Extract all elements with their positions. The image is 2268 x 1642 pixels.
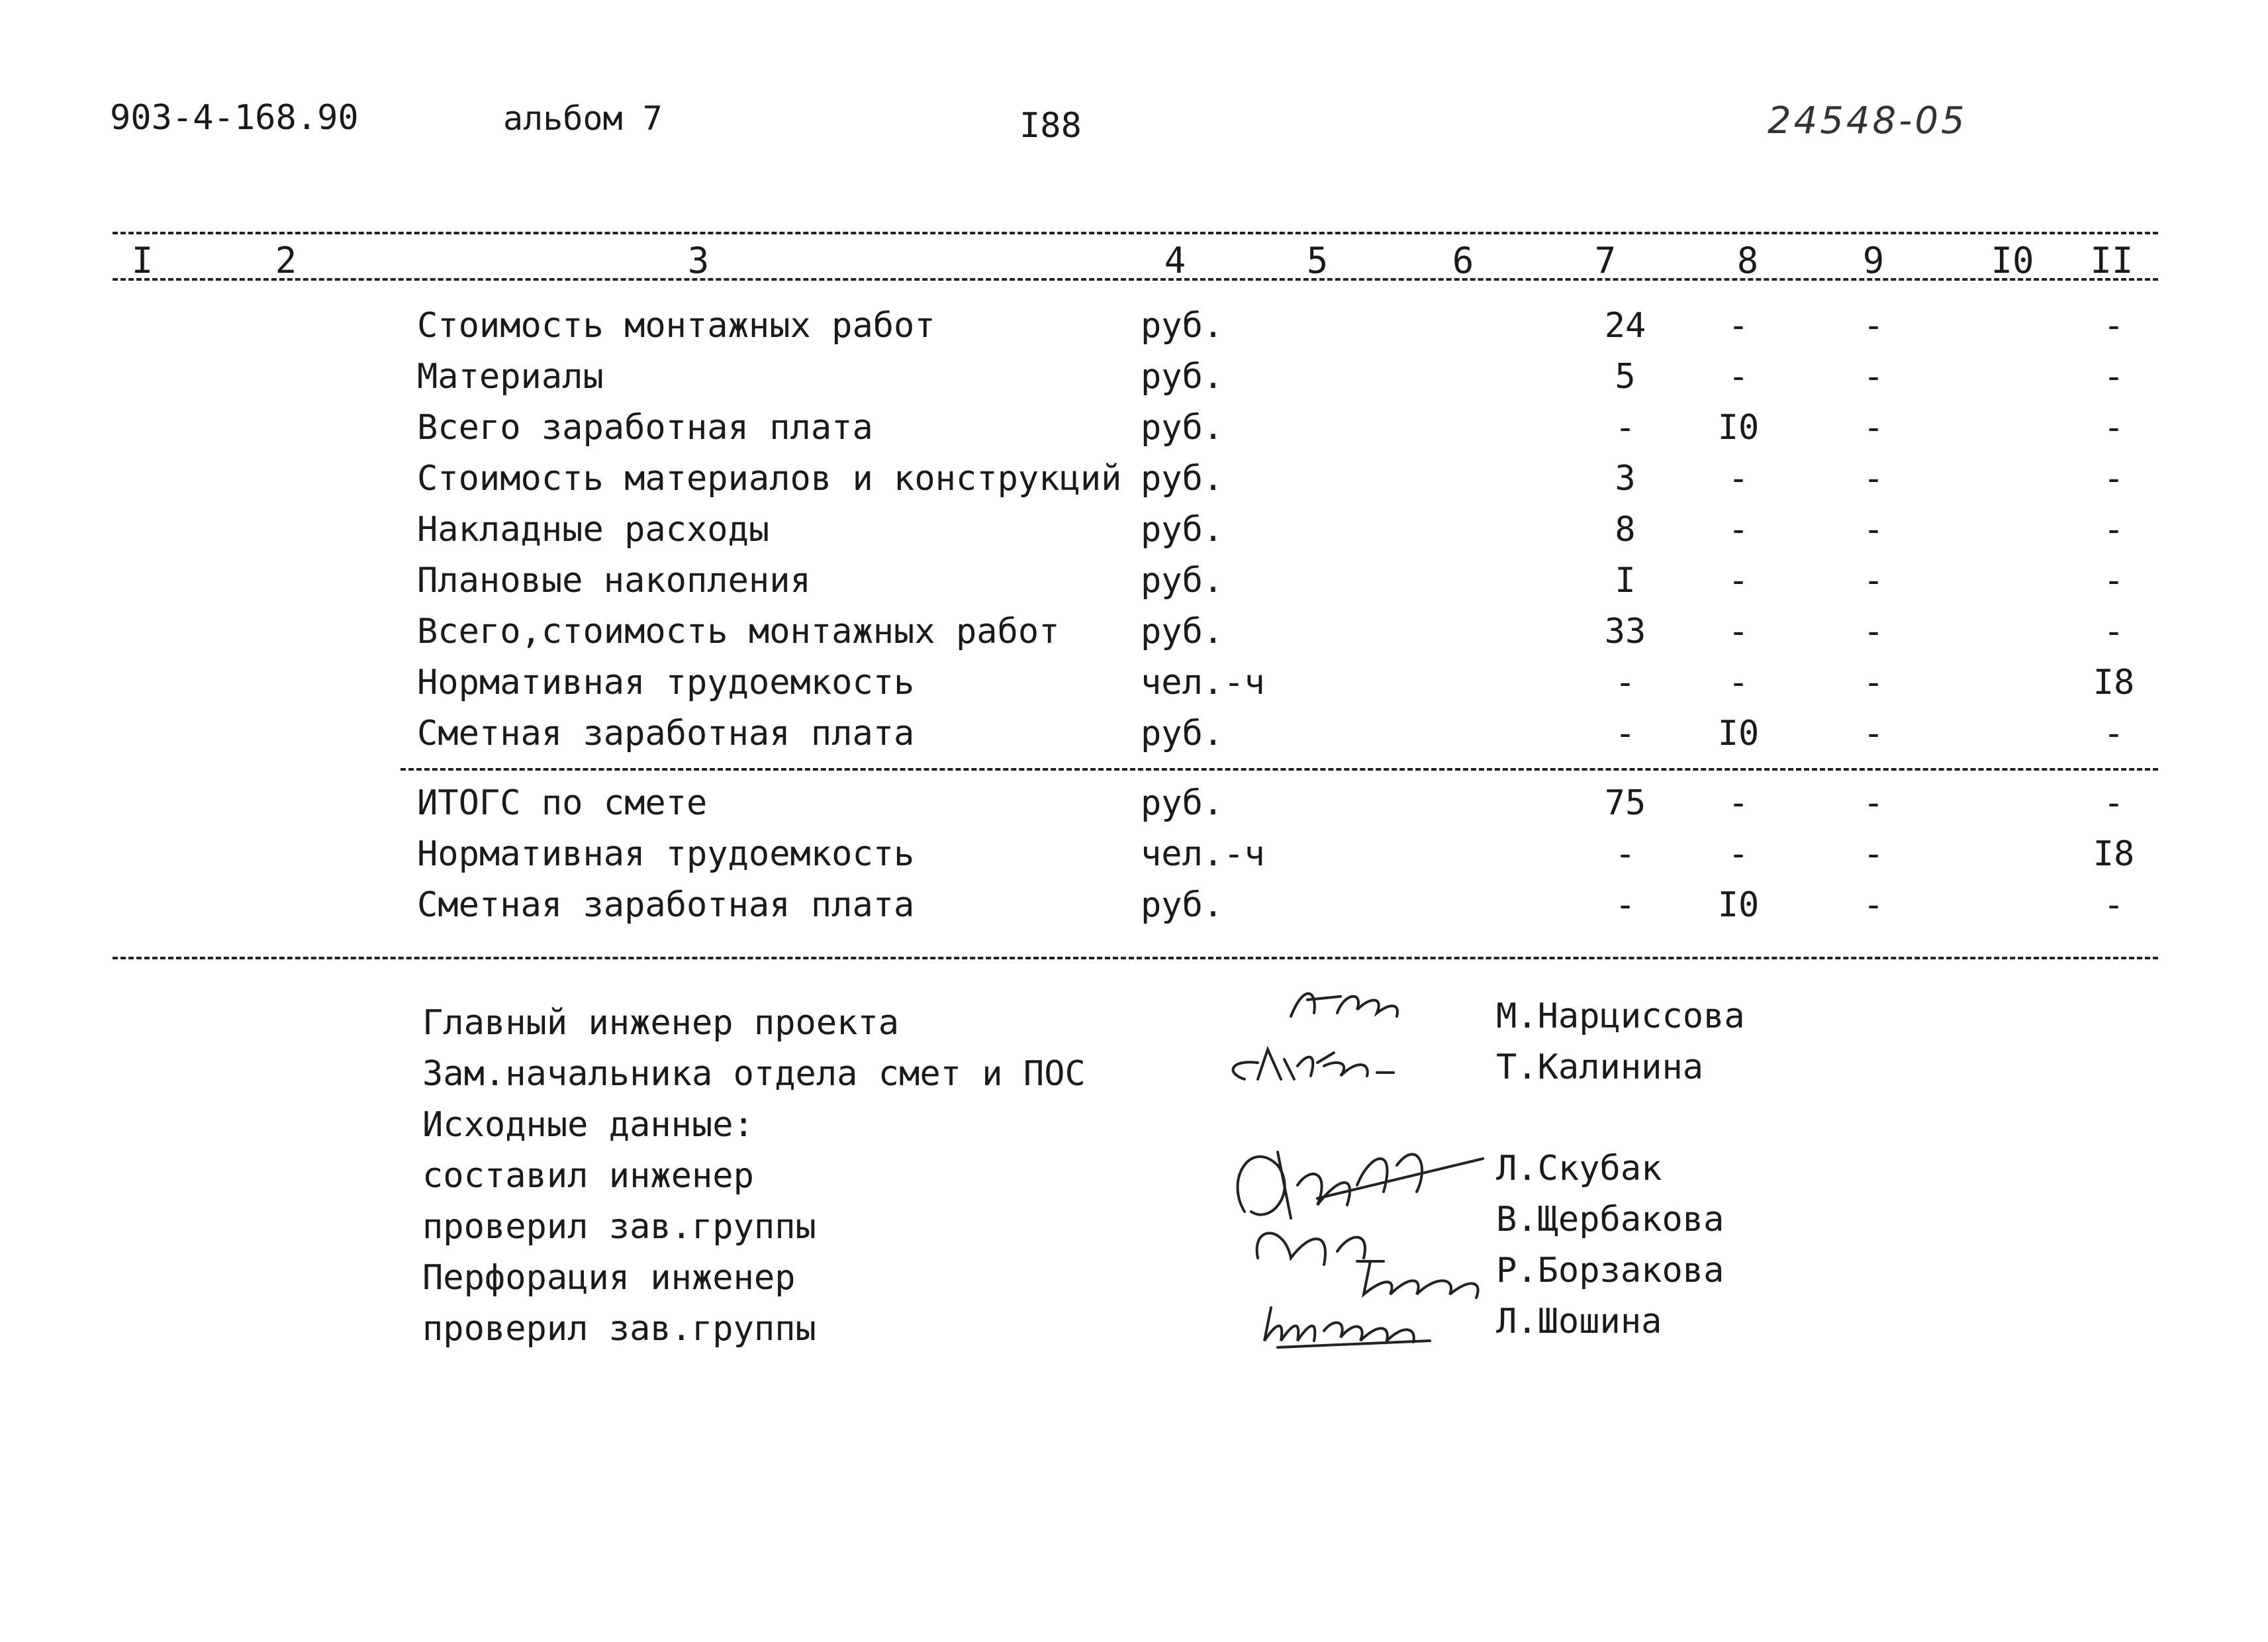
row-col7: 75: [1604, 783, 1646, 823]
album-label: альбом 7: [503, 99, 663, 138]
table-row: [0, 306, 2268, 357]
row-name: Сметная заработная плата: [417, 885, 915, 925]
column-number-9: 9: [1862, 240, 1885, 281]
row-unit: руб.: [1141, 561, 1224, 601]
row-col7: 8: [1615, 510, 1636, 550]
row-col9: -: [1863, 663, 1884, 702]
row-col8: I0: [1717, 885, 1760, 925]
role-deputy-head: Зам.начальника отдела смет и ПОС: [422, 1054, 1086, 1094]
row-col9: -: [1863, 510, 1884, 550]
row-col11: -: [2103, 357, 2124, 397]
row-col9: -: [1863, 459, 1884, 499]
column-number-11: II: [2090, 240, 2134, 281]
row-col9: -: [1863, 408, 1884, 448]
row-col11: -: [2103, 306, 2124, 346]
row-name: Сметная заработная плата: [417, 714, 915, 753]
row-col8: -: [1728, 834, 1749, 874]
row-col7: 33: [1604, 612, 1646, 652]
row-col9: -: [1863, 834, 1884, 874]
column-number-5: 5: [1306, 240, 1329, 281]
signature-narcissova: [1278, 977, 1410, 1036]
name-shoshina: Л.Шошина: [1496, 1302, 1662, 1341]
row-unit: чел.-ч: [1141, 663, 1265, 702]
name-skubak: Л.Скубак: [1496, 1149, 1662, 1188]
row-unit: руб.: [1141, 510, 1224, 550]
name-narcissova: М.Нарциссова: [1496, 996, 1745, 1036]
row-unit: руб.: [1141, 306, 1224, 346]
row-name: Всего,стоимость монтажных работ: [417, 612, 1060, 652]
row-col11: -: [2103, 885, 2124, 925]
role-source-data: Исходные данные:: [422, 1105, 754, 1145]
row-col11: -: [2103, 612, 2124, 652]
row-col9: -: [1863, 612, 1884, 652]
row-col8: -: [1728, 612, 1749, 652]
totals-rule: [401, 768, 2158, 771]
row-name: Всего заработная плата: [417, 408, 873, 448]
row-col8: -: [1728, 510, 1749, 550]
column-number-7: 7: [1594, 240, 1617, 281]
row-col8: -: [1728, 459, 1749, 499]
row-col11: -: [2103, 783, 2124, 823]
row-col9: -: [1863, 783, 1884, 823]
column-number-6: 6: [1452, 240, 1474, 281]
row-col11: -: [2103, 714, 2124, 753]
row-col9: -: [1863, 714, 1884, 753]
row-name: Материалы: [417, 357, 604, 397]
table-row: [0, 408, 2268, 459]
row-unit: руб.: [1141, 408, 1224, 448]
row-col7: -: [1615, 834, 1636, 874]
row-unit: руб.: [1141, 459, 1224, 499]
row-name: Плановые накопления: [417, 561, 811, 601]
row-name: Накладные расходы: [417, 510, 770, 550]
row-name: ИТОГС по смете: [417, 783, 708, 823]
document-code: 903-4-168.90: [110, 98, 359, 138]
row-unit: чел.-ч: [1141, 834, 1265, 874]
table-bottom-rule: [113, 957, 2158, 959]
row-col7: -: [1615, 885, 1636, 925]
row-col9: -: [1863, 561, 1884, 601]
role-checked-by: проверил зав.группы: [422, 1207, 816, 1247]
row-col8: -: [1728, 783, 1749, 823]
row-col11: I8: [2093, 663, 2135, 702]
column-number-1: I: [131, 240, 154, 281]
row-unit: руб.: [1141, 885, 1224, 925]
row-col9: -: [1863, 306, 1884, 346]
name-shcherbakova: В.Щербакова: [1496, 1200, 1725, 1239]
row-col8: I0: [1717, 714, 1760, 753]
table-row: [0, 357, 2268, 408]
table-row: [0, 510, 2268, 561]
role-checked-by-2: проверил зав.группы: [422, 1309, 816, 1349]
row-col7: 5: [1615, 357, 1636, 397]
row-col7: -: [1615, 408, 1636, 448]
row-col9: -: [1863, 357, 1884, 397]
row-col7: 3: [1615, 459, 1636, 499]
role-perforation: Перфорация инженер: [422, 1258, 796, 1298]
row-col8: I0: [1717, 408, 1760, 448]
row-unit: руб.: [1141, 714, 1224, 753]
table-row: [0, 612, 2268, 663]
row-col8: -: [1728, 306, 1749, 346]
row-col8: -: [1728, 663, 1749, 702]
role-chief-engineer: Главный инженер проекта: [422, 1003, 900, 1043]
signature-kalinina: [1218, 1033, 1417, 1092]
row-col8: -: [1728, 561, 1749, 601]
signature-shoshina: [1258, 1294, 1443, 1354]
row-col11: -: [2103, 561, 2124, 601]
name-kalinina: Т.Калинина: [1496, 1047, 1704, 1087]
column-number-2: 2: [275, 240, 297, 281]
row-unit: руб.: [1141, 612, 1224, 652]
row-name: Нормативная трудоемкость: [417, 663, 915, 702]
inventory-number: 24548-05: [1768, 99, 1967, 142]
totals-row: [0, 834, 2268, 885]
row-col11: -: [2103, 408, 2124, 448]
role-compiled-by: составил инженер: [422, 1156, 754, 1196]
row-name: Стоимость материалов и конструкций: [417, 459, 1122, 499]
row-col11: I8: [2093, 834, 2135, 874]
row-col7: -: [1615, 714, 1636, 753]
row-name: Нормативная трудоемкость: [417, 834, 915, 874]
column-number-3: 3: [687, 240, 710, 281]
table-row: [0, 663, 2268, 714]
table-top-rule: [113, 232, 2158, 234]
table-row: [0, 714, 2268, 765]
row-unit: руб.: [1141, 357, 1224, 397]
row-col8: -: [1728, 357, 1749, 397]
totals-row: [0, 885, 2268, 936]
row-col7: -: [1615, 663, 1636, 702]
row-unit: руб.: [1141, 783, 1224, 823]
table-row: [0, 561, 2268, 612]
page-number: I88: [1019, 106, 1082, 146]
row-name: Стоимость монтажных работ: [417, 306, 935, 346]
name-borzakova: Р.Борзакова: [1496, 1251, 1725, 1290]
row-col7: I: [1615, 561, 1636, 601]
totals-row: [0, 783, 2268, 834]
column-number-8: 8: [1736, 240, 1759, 281]
table-row: [0, 459, 2268, 510]
row-col7: 24: [1604, 306, 1646, 346]
row-col11: -: [2103, 510, 2124, 550]
column-number-4: 4: [1164, 240, 1186, 281]
row-col11: -: [2103, 459, 2124, 499]
row-col9: -: [1863, 885, 1884, 925]
column-number-10: I0: [1991, 240, 2034, 281]
